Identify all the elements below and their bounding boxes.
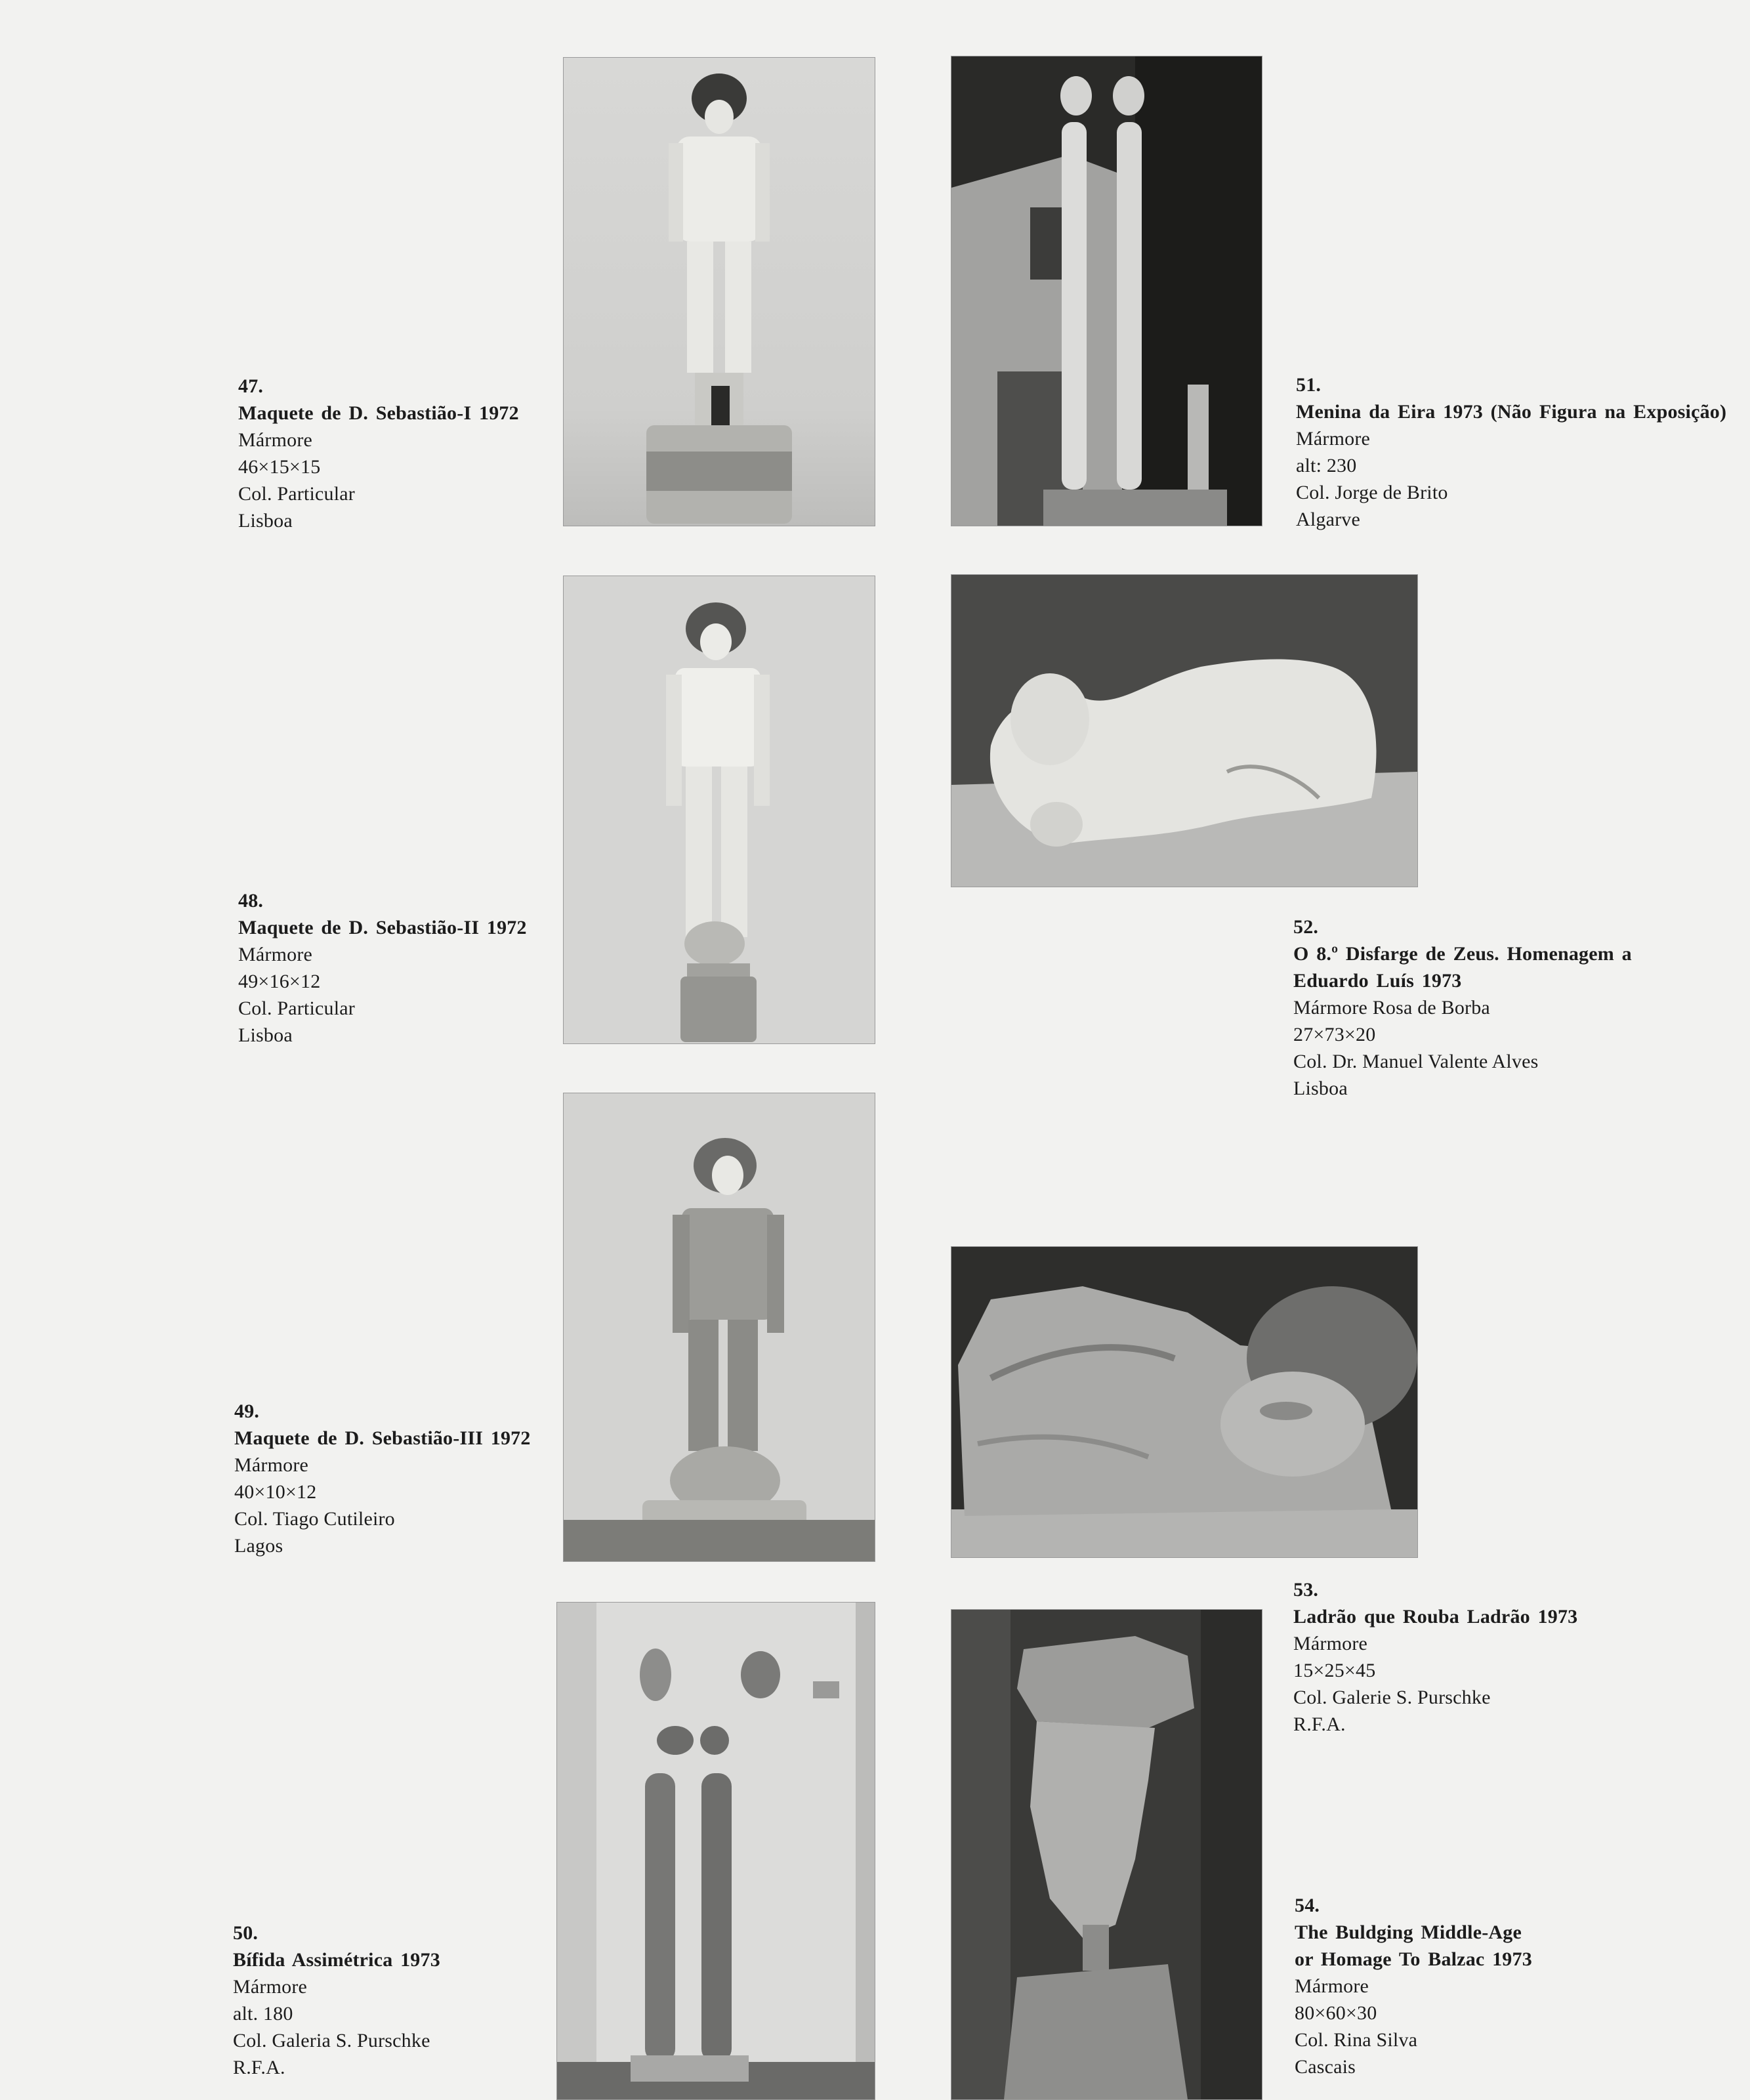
caption-dimensions: 80×60×30 xyxy=(1295,2002,1377,2024)
caption-54 xyxy=(1295,1892,1532,2080)
caption-title-line1: O 8.º Disfarge de Zeus. Homenagem a xyxy=(1293,943,1632,965)
caption-title: Maquete de D. Sebastião-I 1972 xyxy=(238,402,519,424)
caption-material: Mármore Rosa de Borba xyxy=(1293,997,1490,1018)
caption-location: Lisboa xyxy=(1293,1078,1348,1099)
caption-collection: Col. Particular xyxy=(238,998,355,1019)
caption-dimensions: 27×73×20 xyxy=(1293,1024,1376,1045)
caption-dimensions: alt: 230 xyxy=(1296,455,1357,476)
photo-49 xyxy=(563,1093,875,1562)
caption-number: 54. xyxy=(1295,1895,1320,1916)
caption-number: 53. xyxy=(1293,1579,1319,1601)
caption-48 xyxy=(238,887,527,1049)
caption-collection: Col. Galeria S. Purschke xyxy=(233,2030,430,2051)
caption-material: Mármore xyxy=(1295,1975,1369,1997)
caption-collection: Col. Jorge de Brito xyxy=(1296,482,1448,503)
caption-location: R.F.A. xyxy=(1293,1713,1346,1735)
caption-title-line1: The Buldging Middle-Age xyxy=(1295,1922,1522,1943)
photo-54 xyxy=(951,1609,1262,2100)
caption-location: R.F.A. xyxy=(233,2057,285,2078)
caption-dimensions: 40×10×12 xyxy=(234,1481,317,1503)
caption-dimensions: 49×16×12 xyxy=(238,971,321,992)
caption-dimensions: 15×25×45 xyxy=(1293,1660,1376,1681)
caption-material: Mármore xyxy=(238,429,313,451)
caption-number: 48. xyxy=(238,890,264,912)
caption-title: Maquete de D. Sebastião-II 1972 xyxy=(238,917,527,938)
caption-location: Cascais xyxy=(1295,2056,1356,2078)
photo-53 xyxy=(951,1246,1418,1558)
caption-number: 52. xyxy=(1293,916,1319,938)
caption-title: Maquete de D. Sebastião-III 1972 xyxy=(234,1427,531,1449)
caption-49 xyxy=(234,1398,531,1559)
caption-location: Algarve xyxy=(1296,509,1361,530)
photo-52 xyxy=(951,574,1418,887)
caption-number: 51. xyxy=(1296,374,1322,396)
photo-48 xyxy=(563,576,875,1044)
caption-material: Mármore xyxy=(1296,428,1371,450)
caption-collection: Col. Dr. Manuel Valente Alves xyxy=(1293,1051,1539,1072)
caption-location: Lagos xyxy=(234,1535,283,1557)
caption-title: Bífida Assimétrica 1973 xyxy=(233,1949,440,1971)
caption-title: Menina da Eira 1973 (Não Figura na Exposição) xyxy=(1296,401,1727,423)
caption-50 xyxy=(233,1920,440,2081)
caption-title-line2: Eduardo Luís 1973 xyxy=(1293,970,1462,992)
caption-number: 47. xyxy=(238,375,264,397)
caption-collection: Col. Rina Silva xyxy=(1295,2029,1418,2051)
caption-47 xyxy=(238,373,519,534)
caption-title: Ladrão que Rouba Ladrão 1973 xyxy=(1293,1606,1578,1628)
caption-52 xyxy=(1293,914,1632,1102)
photo-51 xyxy=(951,56,1262,526)
caption-material: Mármore xyxy=(1293,1633,1368,1654)
caption-dimensions: 46×15×15 xyxy=(238,456,321,478)
caption-location: Lisboa xyxy=(238,1024,293,1046)
caption-collection: Col. Particular xyxy=(238,483,355,505)
caption-number: 49. xyxy=(234,1400,260,1422)
caption-number: 50. xyxy=(233,1922,259,1944)
caption-51 xyxy=(1296,371,1726,533)
caption-material: Mármore xyxy=(233,1976,308,1998)
caption-location: Lisboa xyxy=(238,510,293,532)
caption-material: Mármore xyxy=(238,944,313,965)
photo-50 xyxy=(556,1602,875,2100)
caption-53 xyxy=(1293,1576,1577,1738)
photo-47 xyxy=(563,57,875,526)
caption-collection: Col. Galerie S. Purschke xyxy=(1293,1687,1491,1708)
caption-title-line2: or Homage To Balzac 1973 xyxy=(1295,1948,1532,1970)
caption-material: Mármore xyxy=(234,1454,309,1476)
caption-dimensions: alt. 180 xyxy=(233,2003,293,2025)
caption-collection: Col. Tiago Cutileiro xyxy=(234,1508,395,1530)
